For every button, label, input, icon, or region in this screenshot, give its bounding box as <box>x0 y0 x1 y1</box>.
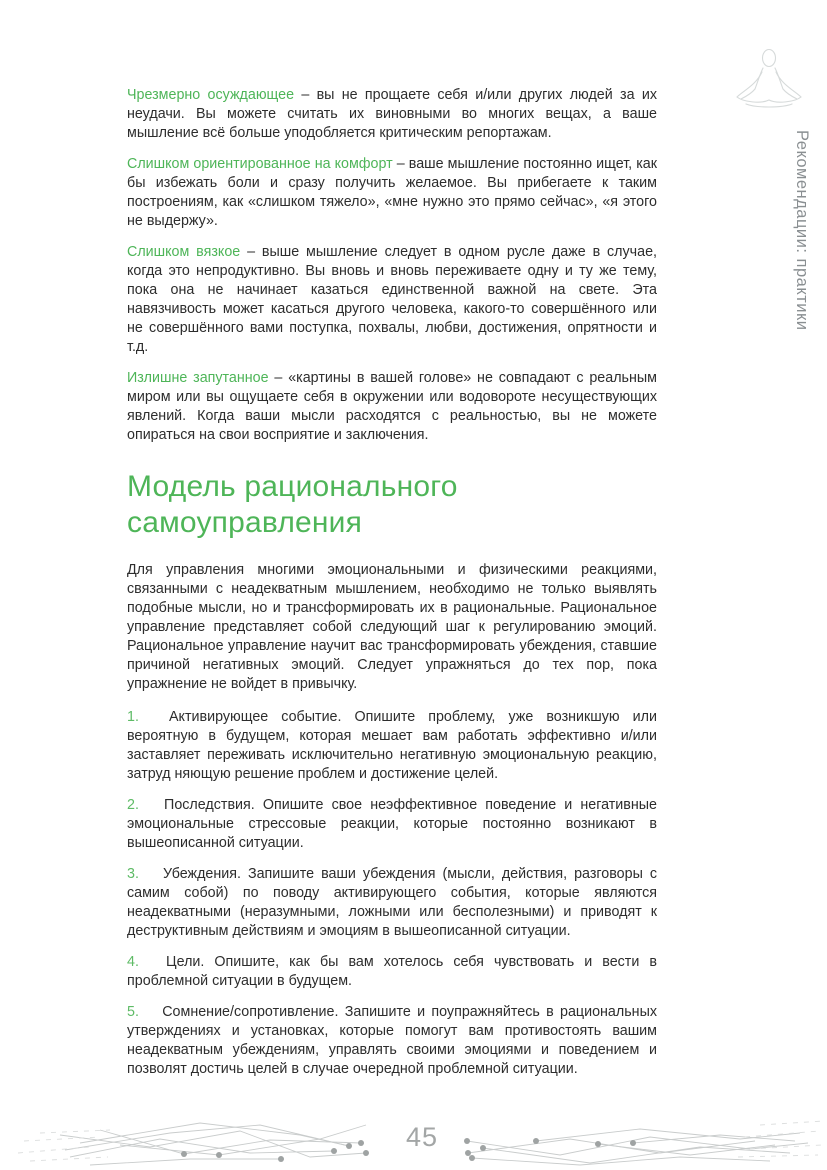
step-number: 3. <box>127 866 139 882</box>
paragraph-text: – выше мышление следует в одном русле даже в случае, когда это непродуктивно. Вы вновь и вновь переживаете одну и ту же тему, пока она не начинает казаться единственной важной на свете. Эта навязчивость может касаться другого человека, какого-то совершённого или не совершённого вами поступка, похвалы, любви, достижения, опрятности и т.д. <box>127 244 657 355</box>
step-number: 4. <box>127 954 139 970</box>
paragraph-lead: Слишком вязкое <box>127 244 241 260</box>
section-title: Модель рационального самоуправления <box>127 470 458 539</box>
paragraph-text: – «картины в вашей голове» не совпадают с реальным миром или вы ощущаете себя в окружении или водовороте несуществующих явлений. Когда ваши мысли расходятся с реальностью, вы не можете опираться на свои восприятие и заключения. <box>127 370 657 443</box>
numbered-step <box>127 708 657 784</box>
numbered-step <box>127 865 657 941</box>
paragraph-lead: Слишком ориентированное на комфорт <box>127 156 393 172</box>
paragraph-lead: Чрезмерно осуждающее <box>127 87 295 103</box>
paragraph-text: – ваше мышление постоянно ищет, как бы избежать боли и сразу получить желаемое. Вы прибегаете к таким построениям, как «слишком тяжело», «мне нужно это прямо сейчас», «я этого не выдержу». <box>127 156 657 229</box>
page-number: 45 <box>405 1122 439 1152</box>
step-text: Последствия. Опишите свое неэффективное поведение и негативные эмоциональные стрессовые реакции, которые постоянно возникают в вышеописанной ситуации. <box>127 797 657 851</box>
step-text: Активирующее событие. Опишите проблему, уже возникшую или вероятную в будущем, которая мешает вам работать эффективно и/или заставляет переживать исключительно негативную эмоциональную реакцию, затруд няющую решение проблем и достижение целей. <box>127 709 657 782</box>
numbered-step <box>127 796 657 853</box>
thinking-type-paragraph <box>127 243 657 357</box>
step-number: 1. <box>127 709 139 725</box>
step-number: 2. <box>127 797 139 813</box>
thinking-type-paragraph <box>127 86 657 143</box>
paragraph-lead: Излишне запутанное <box>127 370 269 386</box>
chapter-sidebar-label: Рекомендации: практики <box>793 130 811 331</box>
numbered-step <box>127 953 657 991</box>
step-text: Сомнение/сопротивление. Запишите и поупражняйтесь в рациональных утверждениях и установках, которые помогут вам противостоять вашим неадекватным убеждениям, управлять своими эмоциями и поведением и позволят достичь целей в случае очередной проблемной ситуации. <box>127 1004 657 1077</box>
numbered-step <box>127 1003 657 1079</box>
step-text: Цели. Опишите, как бы вам хотелось себя чувствовать и вести в проблемной ситуации в будущем. <box>127 954 657 989</box>
paragraph-text: – вы не прощаете себя и/или других людей за их неудачи. Вы можете считать их виновными во многих вещах, а ваше мышление всё больше уподобляется критическим репортажам. <box>127 87 657 141</box>
thinking-type-paragraph <box>127 369 657 445</box>
meditation-icon <box>733 47 805 113</box>
step-number: 5. <box>127 1004 139 1020</box>
section-intro: Для управления многими эмоциональными и физическими реакциями, связанными с неадекватным мышлением, необходимо не только выявлять подобные мысли, но и трансформировать их в рациональные. Рациональное управление представляет собой следующий шаг к регулированию эмоций. Рациональное управление научит вас трансформировать убеждения, ставшие причиной негативных эмоций. Следует упражняться до тех пор, пока упражнение не войдет в привычку. <box>127 562 657 692</box>
thinking-type-paragraph <box>127 155 657 231</box>
main-text-column <box>127 86 657 1091</box>
step-text: Убеждения. Запишите ваши убеждения (мысли, действия, разговоры с самим собой) по поводу активирующего события, которые являются неадекватными (неразумными, ложными или бесполезными) и приводят к деструктивным действиям и эмоциям в вышеописанной ситуации. <box>127 866 657 939</box>
